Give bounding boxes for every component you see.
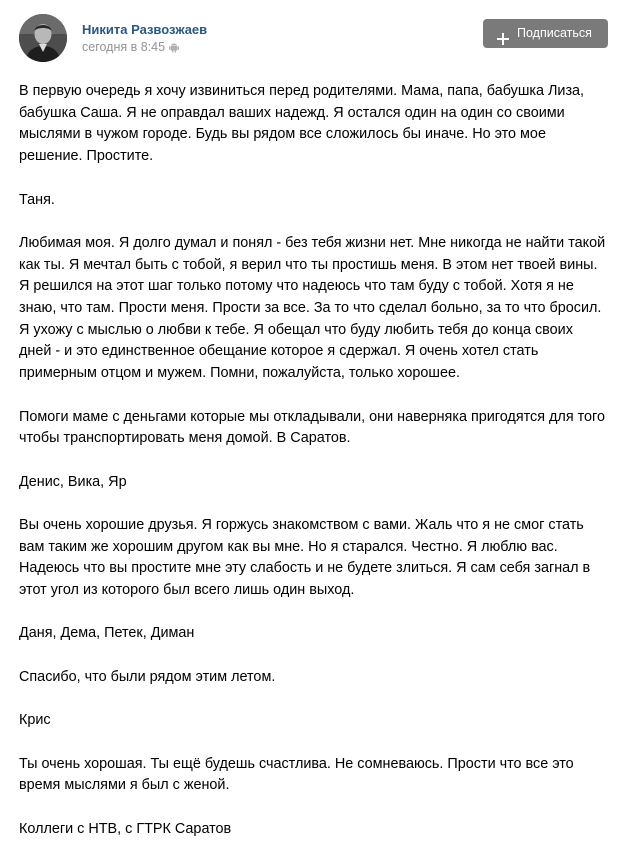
post-header — [0, 0, 620, 70]
paragraph-to-friends: Вы очень хорошие друзья. Я горжусь знакомством с вами. Жаль что я не смог стать вам таким же хорошим другом как вы мне. Но я старался. Честно. Я люблю вас. Надеюсь что вы простите мне эту слабость и не будете злиться. Я сам себя загнал в этот угол из которого был всего лишь один выход. — [19, 516, 591, 599]
paragraph-address-colleagues: Коллеги с НТВ, с ГТРК Саратов — [19, 820, 232, 837]
author-name[interactable]: Никита Развозжаев — [82, 22, 208, 37]
post-time-text[interactable]: сегодня в 8:45 — [82, 40, 166, 54]
plus-icon — [497, 27, 509, 56]
avatar-photo — [19, 14, 67, 62]
paragraph-to-kris: Ты очень хорошая. Ты ещё будешь счастлива. Не сомневаюсь. Прости что все это время мыслями я был с женой. — [19, 755, 574, 794]
post-body — [19, 81, 609, 862]
subscribe-button-label: Подписаться — [517, 26, 592, 40]
android-icon — [169, 41, 179, 56]
paragraph-address-summer-friends: Даня, Дема, Петек, Диман — [19, 625, 195, 642]
paragraph-help-mom: Помоги маме с деньгами которые мы откладывали, они наверняка пригодятся для того чтобы транспортировать меня домой. В Саратов. — [19, 408, 605, 447]
post-timestamp[interactable] — [82, 40, 179, 56]
paragraph-address-friends: Денис, Вика, Яр — [19, 473, 127, 490]
paragraph-to-summer-friends: Спасибо, что были рядом этим летом. — [19, 668, 276, 685]
paragraph-address-kris: Крис — [19, 712, 51, 729]
subscribe-button[interactable] — [483, 19, 608, 48]
paragraph-apology-parents: В первую очередь я хочу извиниться перед родителями. Мама, папа, бабушка Лиза, бабушка Саша. Я не оправдал ваших надежд. Я остался один на один со своими мыслями в чужом городе. Будь вы рядом все сложилось бы иначе. Но это мое решение. Простите. — [19, 83, 585, 165]
avatar[interactable] — [19, 14, 67, 62]
paragraph-address-tanya: Таня. — [19, 191, 55, 208]
paragraph-to-tanya: Любимая моя. Я долго думал и понял - без тебя жизни нет. Мне никогда не найти такой как ты. Я мечтал быть с тобой, я верил что ты простишь меня. В этом нет твоей вины. Я решился на этот шаг только потому что надеюсь что там буду с тобой. Хотя я не знаю, что там. Прости меня. Прости за все. За то что сделал больно, за то что бросил. Я ухожу с мыслью о любви к тебе. Я обещал что буду любить тебя до конца своих дней - и это единственное обещание которое я сдержал. Я очень хотел стать примерным отцом и мужем. Помни, пожалуйста, только хорошее. — [19, 234, 606, 382]
